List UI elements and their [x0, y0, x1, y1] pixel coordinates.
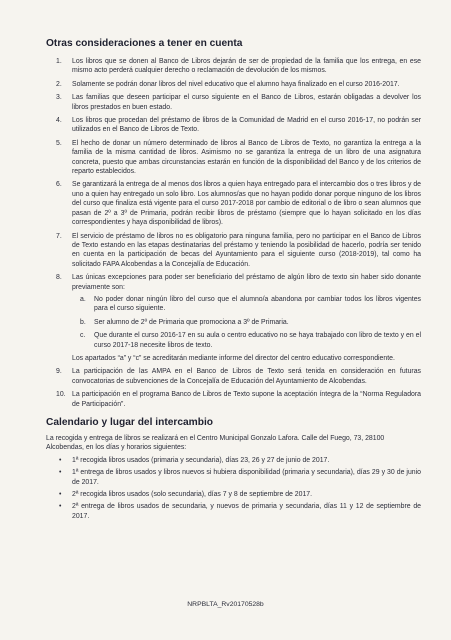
sub-item-letter: a.	[80, 295, 86, 303]
sub-item-text: No poder donar ningún libro del curso que el alumno/a abandona por cambiar todos los libros vigentes para el curso siguiente.	[94, 295, 421, 313]
sub-list-item	[80, 331, 421, 350]
item-text: Las únicas excepciones para poder ser beneficiario del préstamo de algún libro de texto sin haber sido donante previamente son:	[72, 274, 421, 291]
item-text: Los libros que procedan del préstamo de libros de la Comunidad de Madrid en el curso 2016-17, no podrán ser utilizados en el Banco de Libros de Texto.	[72, 117, 421, 134]
item8-closing-text: Los apartados “a” y “c” se acreditarán mediante informe del director del centro educativo correspondiente.	[72, 354, 395, 362]
list-item	[56, 93, 421, 112]
item-number: 3.	[56, 94, 62, 102]
list-item	[56, 80, 421, 89]
schedule-item	[59, 490, 421, 499]
bullet-glyph: •	[59, 469, 62, 477]
item-number: 6.	[56, 181, 62, 189]
item-number: 5.	[56, 139, 62, 147]
document-reference-code: NRPBLTA_Rv20170528b	[187, 601, 264, 608]
item-number: 8.	[56, 274, 62, 282]
sub-item-letter: c.	[80, 332, 86, 340]
item-number: 2.	[56, 80, 62, 88]
section-heading-considerations: Otras consideraciones a tener en cuenta	[46, 38, 243, 49]
item-text: Los libros que se donen al Banco de Libros dejarán de ser de propiedad de la familia que los entrega, en ese mismo acto perderá cualquier derecho o reclamación de devolución de los mismos.	[72, 58, 421, 75]
schedule-text: 2ª entrega de libros usados de secundaria, y nuevos de primaria y secundaria, días 11 y 12 de septiembre de 2017.	[72, 503, 421, 520]
bullet-glyph: •	[59, 491, 62, 499]
item-number: 9.	[56, 368, 62, 376]
list-item	[56, 232, 421, 270]
item-text: El hecho de donar un número determinado de libros al Banco de Libros de Texto, no garantiza la entrega a la familia de la misma cantidad de libros. Asimismo no se garantiza la entrega de un libro de una asignatura concreta, puesto que ambas circunstancias estarán en función de la disponibilidad del Banco y de los criterios de reparto establecidos.	[72, 139, 421, 176]
sub-item-text: Ser alumno de 2º de Primaria que promociona a 3º de Primaria.	[94, 318, 289, 326]
sub-item-text: Que durante el curso 2016-17 en su aula o centro educativo no se haya trabajado con libro de texto y en el curso 2017-18 necesite libros de texto.	[94, 332, 421, 349]
list-item	[56, 390, 421, 409]
item-text: Solamente se podrán donar libros del nivel educativo que el alumno haya finalizado en el curso 2016-2017.	[72, 80, 400, 88]
considerations-list	[46, 57, 421, 409]
schedule-text: 1ª entrega de libros usados y libros nuevos si hubiera disponibilidad (primaria y secundaria), días 29 y 30 de junio de 2017.	[72, 469, 421, 486]
exceptions-list	[72, 295, 421, 350]
calendar-intro: La recogida y entrega de libros se realizará en el Centro Municipal Gonzalo Lafora. Calle del Fuego, 73, 28100 Alcobendas, en los días y horarios siguientes:	[46, 435, 385, 452]
sub-list-item	[80, 295, 421, 314]
bullet-glyph: •	[59, 456, 62, 464]
schedule-text: 2ª recogida libros usados (solo secundaria), días 7 y 8 de septiembre de 2017.	[72, 491, 313, 499]
list-item	[56, 116, 421, 135]
item-text: El servicio de préstamo de libros no es obligatorio para ninguna familia, pero no participar en el Banco de Libros de Texto estando en las etapas destinatarias del préstamo y teniendo la posibilidad de hacerlo, podría ser tenido en cuenta en la participación de becas del Ayuntamiento para el siguiente curso (2018-2019), tal como ha solicitado FAPA Alcobendas a la Concejalía de Educación.	[72, 232, 421, 268]
item-text: Las familias que deseen participar el curso siguiente en el Banco de Libros, estarán obligadas a devolver los libros prestados en buen estado.	[72, 94, 421, 111]
item-number: 1.	[56, 58, 62, 65]
schedule-list	[46, 456, 421, 521]
list-item	[56, 57, 421, 76]
list-item	[56, 139, 421, 177]
sub-item-letter: b.	[80, 318, 86, 326]
item-number: 7.	[56, 232, 62, 240]
item-text: La participación en el programa Banco de Libros de Texto supone la aceptación íntegra de la “Norma Reguladora de Participación”.	[72, 391, 421, 408]
item-text: Se garantizará la entrega de al menos dos libros a quien haya entregado para el intercambio dos o tres libros y de uno a quien hay entregado un solo libro. Los alumnos/as que no hayan podido donar porque ninguno de los libros del curso que finaliza está vigente para el curso 2017-2018 por cambio de editorial o de libro o sean alumnos que pasan de 2º a 3º de Primaria, podrán recibir libros de préstamo (siempre que lo hayan solicitado en los días correspondientes y haya disponibilidad de libros).	[72, 181, 421, 227]
bullet-glyph: •	[59, 503, 62, 511]
schedule-item	[59, 468, 421, 487]
list-item	[56, 180, 421, 227]
schedule-item	[59, 456, 421, 465]
schedule-text: 1ª recogida libros usados (primaria y secundaria), días 23, 26 y 27 de junio de 2017.	[72, 456, 330, 464]
sub-list-item	[80, 318, 421, 327]
item-number: 4.	[56, 117, 62, 125]
item-number: 10.	[56, 391, 66, 399]
schedule-item	[59, 502, 421, 521]
list-item	[56, 367, 421, 386]
section-heading-calendar: Calendario y lugar del intercambio	[46, 417, 214, 428]
list-item	[56, 273, 421, 363]
item-text: La participación de las AMPA en el Banco de Libros de Texto será tenida en consideración en futuras convocatorias de subvenciones de la Concejalía de Educación del Ayuntamiento de Alcobendas.	[72, 368, 421, 385]
